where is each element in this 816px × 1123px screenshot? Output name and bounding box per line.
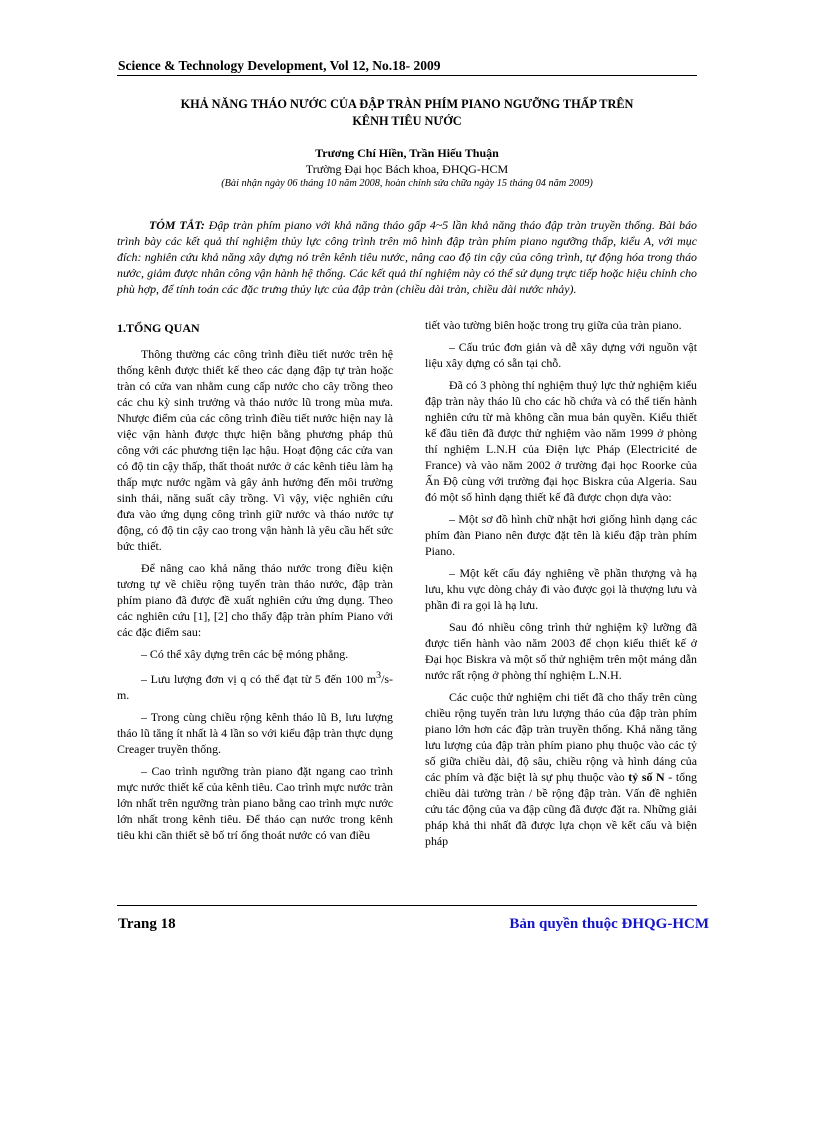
footer-rule [117, 905, 697, 906]
paragraph: tiết vào tường biên hoặc trong trụ giữa của tràn piano. [425, 318, 682, 332]
abstract-label: TÓM TẮT: [149, 218, 205, 232]
list-item: – Cấu trúc đơn giản và dễ xây dựng với nguồn vật liệu xây dựng có sẵn tại chỗ. [425, 340, 697, 370]
flow-rate-text: – Lưu lượng đơn vị q có thể đạt từ 5 đến 100 m [141, 671, 377, 686]
title-line-2: KÊNH TIÊU NƯỚC [352, 114, 462, 128]
affiliation: Trường Đại học Bách khoa, ĐHQG-HCM [305, 162, 509, 176]
abstract-text: Đập tràn phím piano với khả năng tháo gấp 4~5 lần khả năng tháo đập tràn truyền thống. Bài báo trình bày các kết quả thí nghiệm thủy lực công trình trên mô hình đập tràn phím piano ngưỡng thấp, kiểu A, với mục đích: nghiên cứu khả năng xây dựng nó trên kênh tiêu nước, nâng cao độ tin cậy của công trình, tự động hóa trong tháo nước, giảm được nhân công vận hành hệ thống. Các kết quả thí nghiệm này có thể sử dụng trực tiếp hoặc hiệu chỉnh cho phù hợp, để tính toán các đặc trưng thủy lực của đập tràn (chiều dài tràn, chiều dài nước nhảy). [117, 218, 697, 296]
paragraph: Sau đó nhiều công trình thử nghiệm kỹ lưỡng đã được tiến hành vào năm 2003 để chọn kiểu thiết kế ở Đại học Biskra và một số thử nghiệm trên một máng dẫn nước rất rộng ở phòng thí nghiệm L.N.H. [425, 620, 697, 682]
paper-title [117, 96, 697, 130]
abstract [117, 217, 697, 297]
page-number: Trang 18 [118, 916, 176, 932]
title-line-1: KHẢ NĂNG THÁO NƯỚC CỦA ĐẬP TRÀN PHÍM PIANO NGƯỠNG THẤP TRÊN [180, 97, 634, 111]
journal-header: Science & Technology Development, Vol 12, No.18- 2009 [118, 58, 441, 73]
paragraph-text: Các cuộc thử nghiệm chi tiết đã cho thấy trên cùng chiều rộng tuyến tràn lưu lượng tháo của đập tràn phím piano lớn hơn các đập tràn truyền thống. Khả năng tăng lưu lượng của đập tràn phím piano phụ thuộc vào các tỷ số giữa chiều dài, độ sâu, chiều rộng và hình dáng của các phím và đặc biệt là sự phụ thuộc vào [425, 690, 697, 784]
paragraph: Để nâng cao khả năng tháo nước trong điều kiện tương tự về chiều rộng tuyến tràn tháo nước, đập tràn phím piano đã được đề xuất nghiên cứu ứng dụng. Theo các nghiên cứu [1], [2] cho thấy đập tràn phím Piano với các đặc điểm sau: [117, 561, 393, 639]
received-dates: (Bài nhận ngày 06 tháng 10 năm 2008, hoàn chỉnh sửa chữa ngày 15 tháng 04 năm 2009) [221, 178, 593, 189]
ratio-term: tỷ số N [628, 770, 665, 784]
list-item: – Trong cùng chiều rộng kênh tháo lũ B, lưu lượng tháo lũ tăng ít nhất là 4 lần so với kiểu đập tràn thực dụng Creager truyền thống. [117, 709, 393, 756]
left-column [117, 320, 393, 849]
copyright-notice: Bản quyền thuộc ĐHQG-HCM [509, 916, 709, 932]
section-heading: 1.TỔNG QUAN [117, 321, 200, 335]
list-item: – Một kết cấu đáy nghiêng về phần thượng và hạ lưu, khu vực dòng chảy đi vào được gọi là thượng lưu và phần đi ra gọi là hạ lưu. [425, 566, 697, 612]
paragraph-text: - tổng chiều dài tường tràn / bề rộng đập tràn. Vấn đề nghiên cứu tác động của va đập cũng đã được đặt ra. Những giải pháp khả thi nhất đã được lựa chọn về kết cấu và biện pháp [425, 770, 697, 848]
list-item: – Cao trình ngưỡng tràn piano đặt ngang cao trình mực nước thiết kế của kênh tiêu. Cao trình mực nước tràn lớn nhất trên ngưỡng tràn piano bằng cao trình mực nước lớn nhất trong kênh tiêu. Để tháo cạn nước trong kênh tiêu khi cần thiết sẽ bố trí ống thoát nước có van điều [117, 763, 393, 842]
list-item: – Có thể xây dựng trên các bệ móng phẳng. [141, 647, 349, 661]
flow-rate-unit: /s-m. [117, 671, 393, 702]
list-item [117, 668, 393, 703]
right-column [425, 317, 697, 855]
header-rule [117, 75, 697, 76]
paragraph: Đã có 3 phòng thí nghiệm thuỷ lực thử nghiệm kiểu đập tràn này tháo lũ cho các hồ chứa và có thể tiến hành nghiên cứu từ mà không cần mua bản quyền. Kiểu thiết kế đầu tiên đã được thử nghiệm vào năm 1999 ở phòng thí nghiệm L.N.H của Điện lực Pháp (Electricité de France) và vào năm 2002 ở trường đại học Roorke của Ấn Độ cùng với trường đại học Biskra của Algeria. Sau đó một số hình dạng thiết kế đã được chọn dựa vào: [425, 378, 697, 504]
list-item: – Một sơ đồ hình chữ nhật hơi giống hình dạng các phím đàn Piano nên được đặt tên là kiểu đập tràn phím Piano. [425, 512, 697, 558]
authors: Trương Chí Hiền, Trần Hiếu Thuận [315, 146, 499, 160]
flow-rate-exponent: 3 [376, 670, 382, 681]
paragraph: Thông thường các công trình điều tiết nước trên hệ thống kênh được thiết kế theo các dạng đập tự tràn hoặc tràn có cửa van nhằm cung cấp nước cho cây trồng theo các chu kỳ sinh trưởng và tháo nước lũ trong mùa mưa. Nhược điểm của các công trình điều tiết nước hiện nay là việc vận hành được thực hiện bằng phương pháp thủ công với các phương tiện lạc hậu. Hoạt động các cửa van có độ tin cậy thấp, thất thoát nước ở các kênh tiêu làm hạ thấp mực nước ngầm và gây ảnh hưởng đến môi trường sinh thái, năng suất cây trồng. Vì vậy, việc nghiên cứu đưa vào ứng dụng công trình giữ nước và tháo nước tự động, có độ tin cậy cao trong vận hành là yêu cầu hết sức bức thiết. [117, 347, 393, 553]
paragraph [425, 689, 697, 849]
